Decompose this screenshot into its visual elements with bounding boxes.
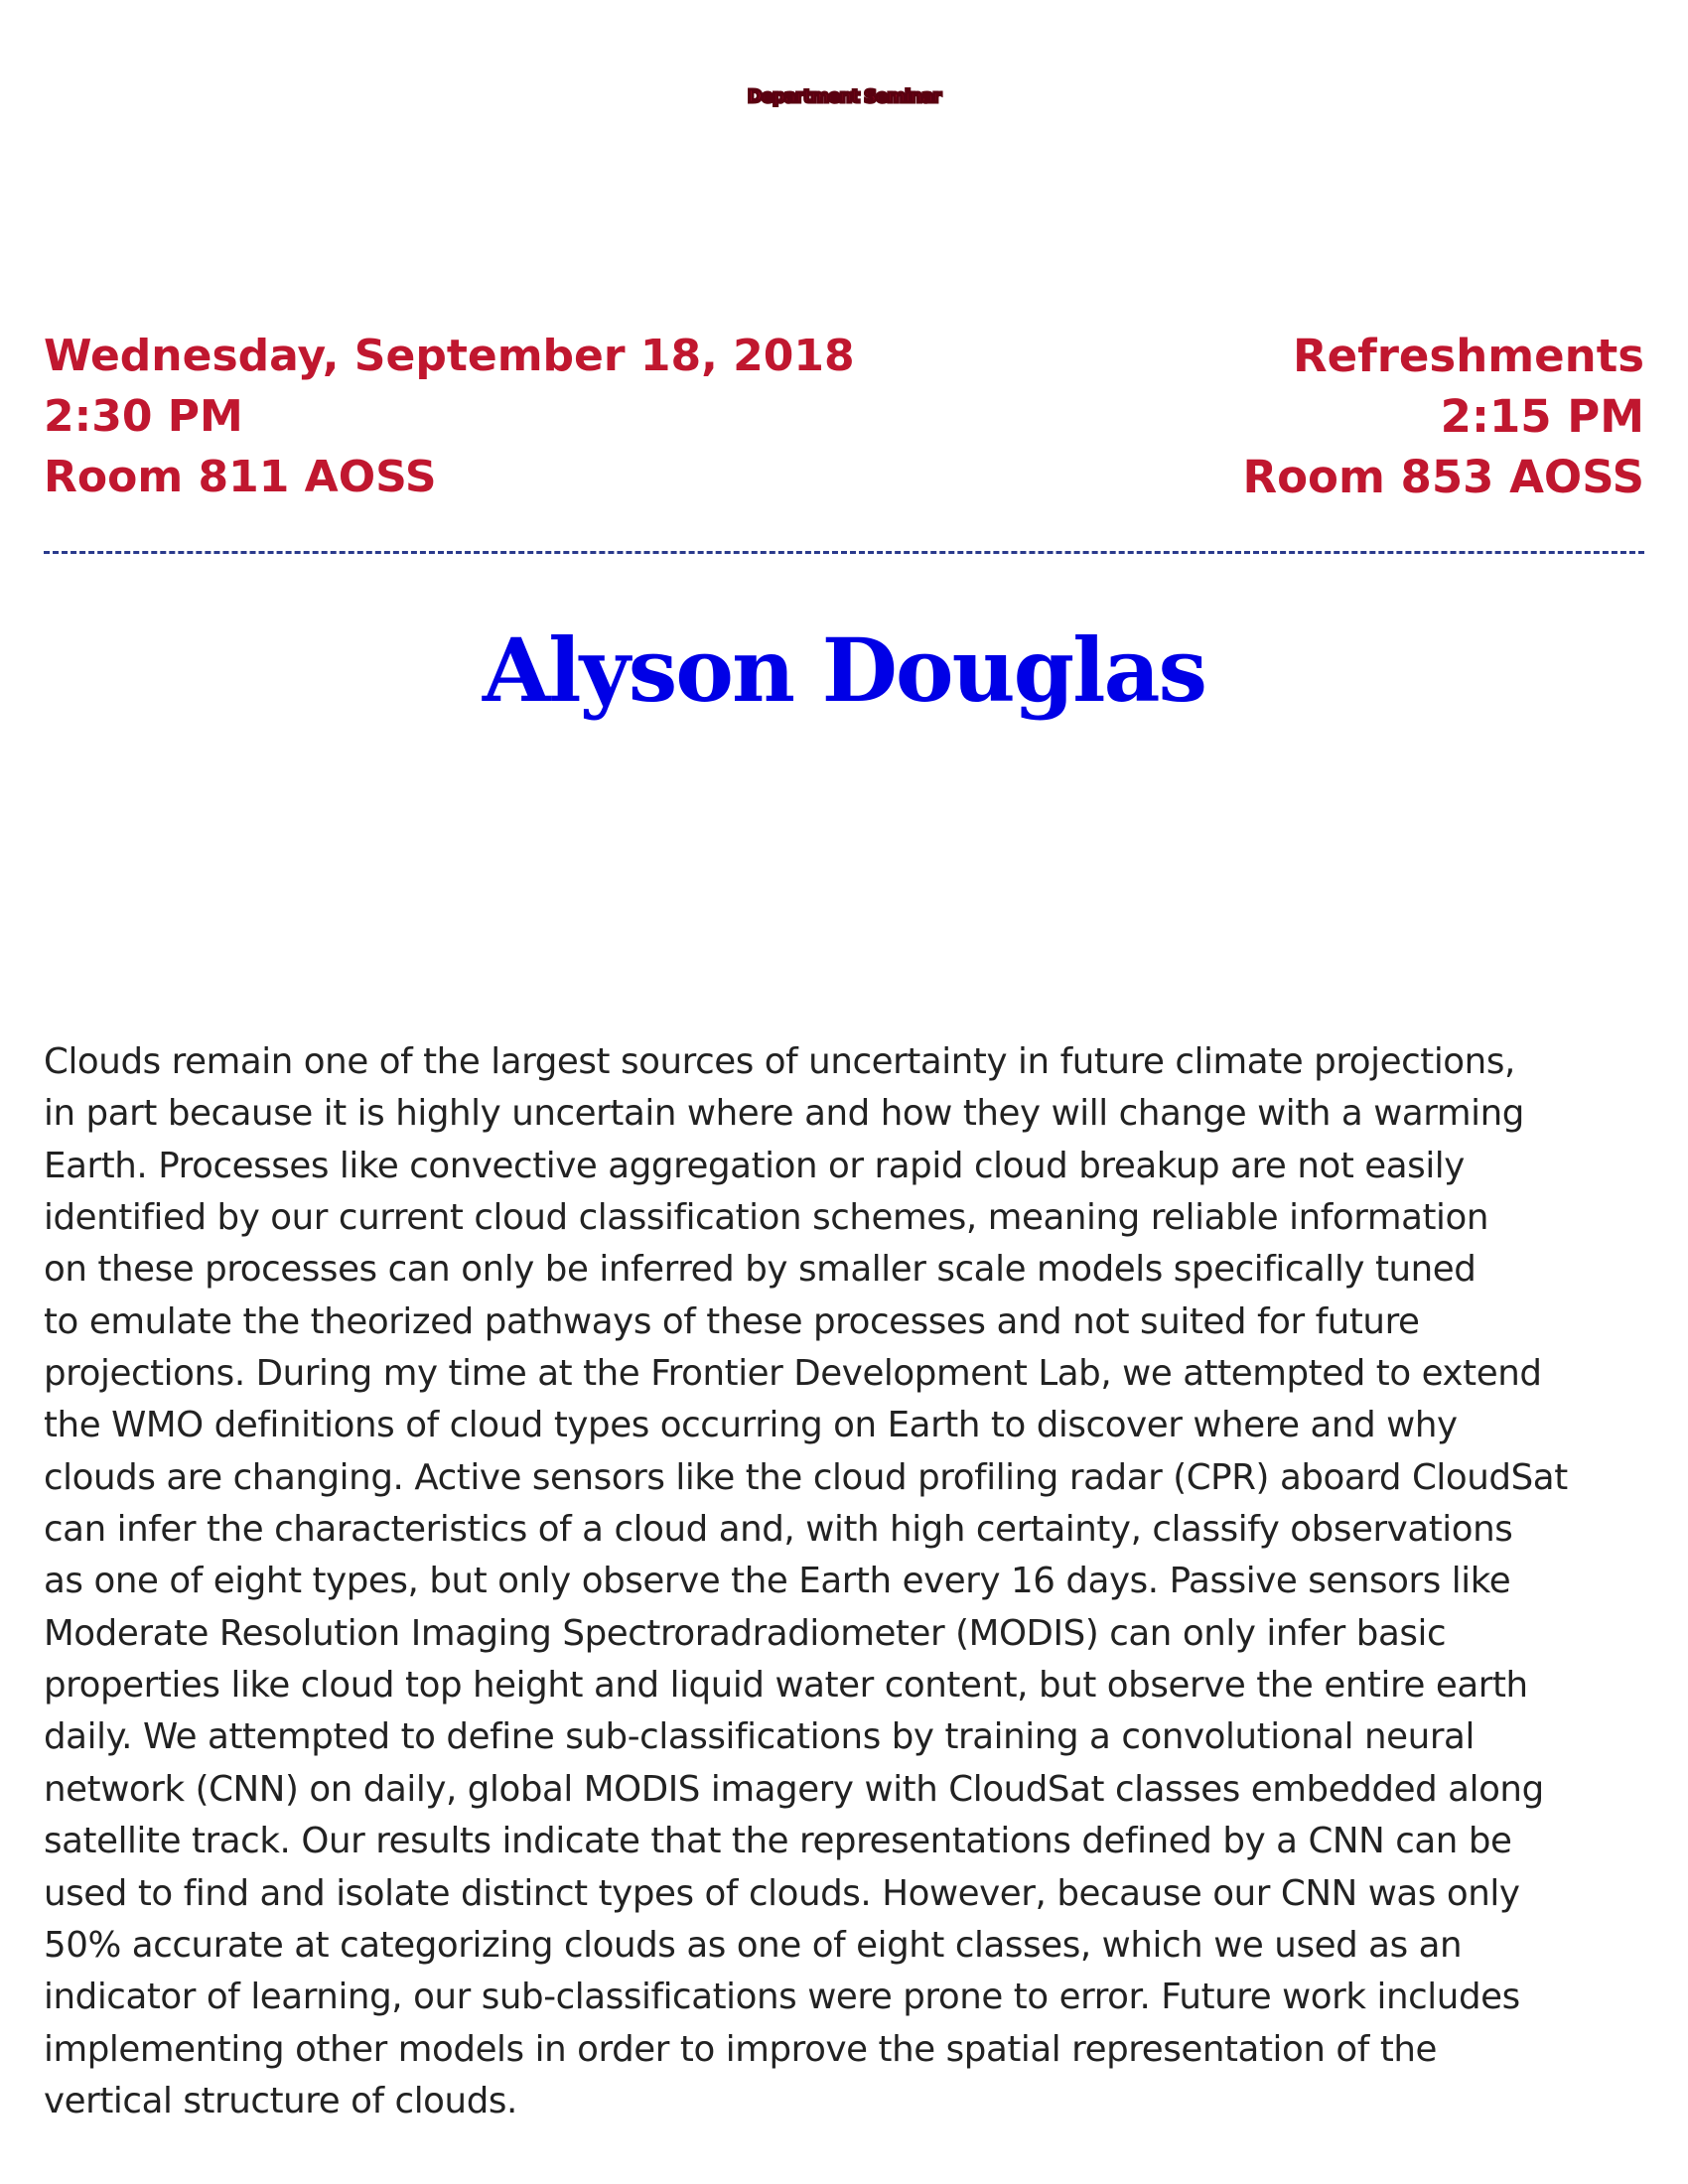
speaker-name: Alyson Douglas (482, 618, 1206, 722)
dashed-divider (44, 551, 1644, 554)
abstract-line: as one of eight types, but only observe the Earth every 16 days. Passive sensors like (44, 1561, 1511, 1602)
abstract-line: network (CNN) on daily, global MODIS imagery with CloudSat classes embedded along (44, 1768, 1544, 1810)
talk-title (0, 911, 1688, 991)
abstract-line: 50% accurate at categorizing clouds as one of eight classes, which we used as an (44, 1924, 1463, 1966)
abstract-line: used to find and isolate distinct types of clouds. However, because our CNN was only (44, 1872, 1520, 1914)
abstract-line: daily. We attempted to define sub-classifications by training a convolutional neural (44, 1716, 1475, 1758)
abstract-line: indicator of learning, our sub-classifications were prone to error. Future work includes (44, 1977, 1520, 2018)
abstract-line: implementing other models in order to improve the spatial representation of the (44, 2028, 1438, 2070)
abstract-line: Clouds remain one of the largest sources of uncertainty in future climate projections, (44, 1041, 1515, 1082)
abstract-line: in part because it is highly uncertain where and how they will change with a warming (44, 1093, 1524, 1135)
abstract-line: satellite track. Our results indicate that the representations defined by a CNN can be (44, 1821, 1512, 1862)
abstract-text (44, 1036, 1652, 2127)
seminar-heading: Department Seminar (747, 86, 941, 107)
abstract-line: identified by our current cloud classification schemes, meaning reliable information (44, 1197, 1489, 1239)
abstract-line: clouds are changing. Active sensors like the cloud profiling radar (CPR) aboard CloudSat (44, 1456, 1568, 1498)
abstract-line: properties like cloud top height and liquid water content, but observe the entire earth (44, 1665, 1528, 1706)
abstract-line: Earth. Processes like convective aggregation or rapid cloud breakup are not easily (44, 1145, 1465, 1186)
abstract-line: can infer the characteristics of a cloud and, with high certainty, classify observations (44, 1509, 1513, 1551)
refreshments-room: Room 853 AOSS (1242, 451, 1644, 503)
abstract-line: projections. During my time at the Frontier Development Lab, we attempted to extend (44, 1353, 1542, 1395)
abstract-line: to emulate the theorized pathways of these processes and not suited for future (44, 1300, 1420, 1342)
abstract-line: vertical structure of clouds. (44, 2080, 517, 2121)
abstract-line: Moderate Resolution Imaging Spectroradradiometer (MODIS) can only infer basic (44, 1612, 1447, 1654)
seminar-room: Room 811 AOSS (44, 452, 437, 502)
refreshments-time: 2:15 PM (1440, 390, 1644, 443)
seminar-details (44, 326, 855, 507)
seminar-time: 2:30 PM (44, 391, 243, 442)
refreshments-details (1242, 326, 1644, 507)
refreshments-label: Refreshments (1292, 330, 1644, 382)
seminar-date: Wednesday, September 18, 2018 (44, 331, 855, 381)
speaker-role (0, 790, 1688, 862)
department-name (0, 220, 1688, 284)
abstract-line: on these processes can only be inferred by smaller scale models specifically tuned (44, 1249, 1477, 1291)
abstract-line: the WMO definitions of cloud types occurring on Earth to discover where and why (44, 1405, 1458, 1446)
